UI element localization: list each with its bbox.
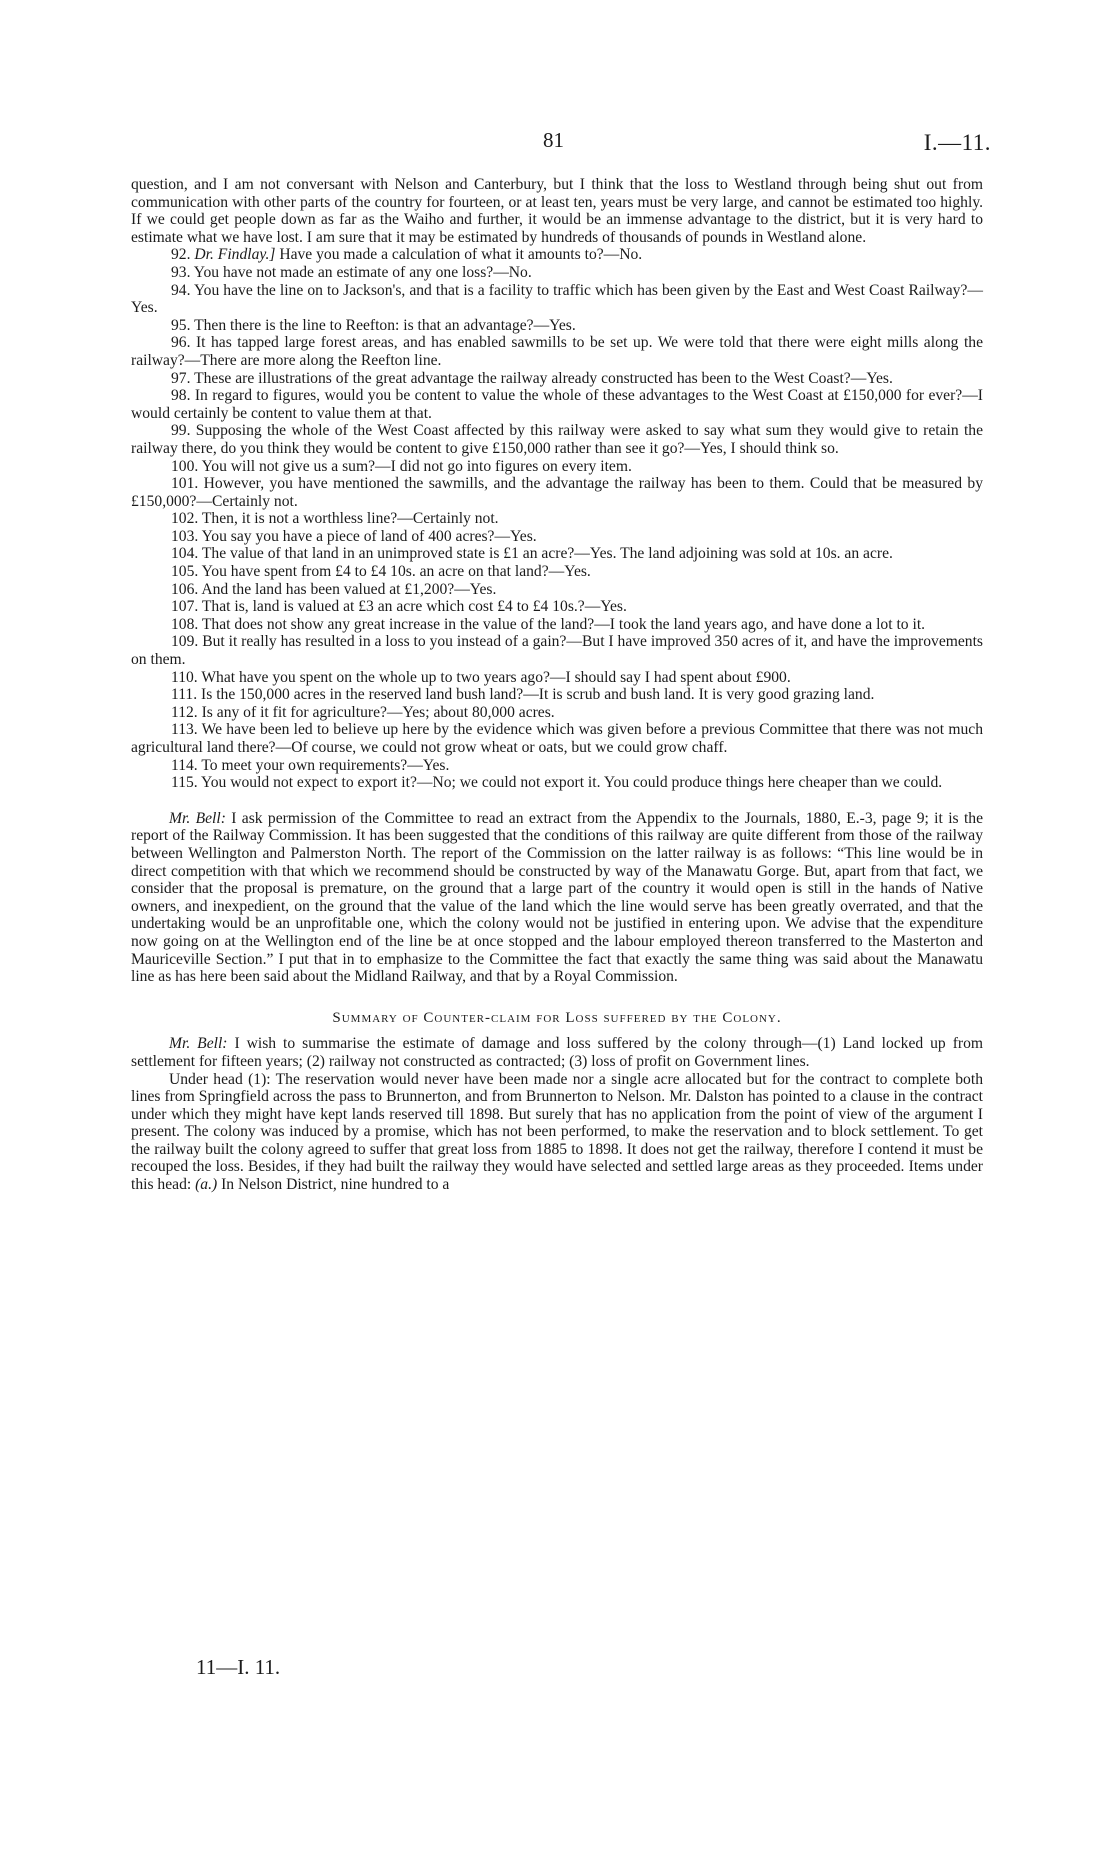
under-head-paragraph <box>131 1071 983 1194</box>
opening-paragraph: question, and I am not conversant with Nelson and Canterbury, but I think that the loss to Westland through being shut out from communication with other parts of the country for fourteen, or at least ten, years must be very large, and cannot be estimated too highly. If we could get people down as far as the Waiho and further, it would be an immense advantage to the district, but it is very hard to estimate what we have lost. I am sure that it may be estimated by hundreds of thousands of pounds in Westland alone. <box>131 176 983 246</box>
question-number: 92. <box>171 246 191 264</box>
question-106: 106. And the land has been valued at £1,200?—Yes. <box>171 580 497 598</box>
question-115: 115. You would not expect to export it?—No; we could not export it. You could produce things here cheaper than we could. <box>171 774 943 792</box>
question-113: 113. We have been led to believe up here by the evidence which was given before a previous Committee that there was not much agricultural land there?—Of course, we could not grow wheat or oats, but we could grow chaff. <box>131 721 983 756</box>
statement-text: I wish to summarise the estimate of damage and loss suffered by the colony through—(1) Land locked up from settlement for fifteen years; (2) railway not constructed as contracted; (3) loss of profit on Government lines. <box>131 1035 984 1070</box>
question-107: 107. That is, land is valued at £3 an acre which cost £4 to £4 10s.?—Yes. <box>171 598 627 616</box>
question-109: 109. But it really has resulted in a loss to you instead of a gain?—But I have improved 350 acres of it, and have the improvements on them. <box>131 633 983 669</box>
bell-statement-railway-commission <box>131 810 983 986</box>
question-94: 94. You have the line on to Jackson's, and that is a facility to traffic which has been given by the East and West Coast Railway?—Yes. <box>131 281 983 317</box>
statement-text: I ask permission of the Committee to read an extract from the Appendix to the Journals, 1880, E.-3, page 9; it is the report of the Railway Commission. It has been suggested that the conditions of this railway are quite different from those of the railway between Wellington and Palmerston North. The report of the Commission on the latter railway is as follows: “This line would be in direct competition with that which we recommend should be constructed by way of the Manawatu Gorge. But, apart from that fact, we consider that the proposal is premature, on the ground that a large part of the country it would open is still in the hands of Native owners, and inexpedient, on the ground that the value of the land which the line would serve has been greatly overrated, and that the undertaking would be an unprofitable one, which the colony would not be justified in entering upon. We advise that the expenditure now going on at the Wellington end of the line be at once stopped and the labour employed thereon transferred to the Masterton and Mauriceville Section.” I put that in to emphasize to the Committee the fact that exactly the same thing was said about the Manawatu line as has here been said about the Midland Railway, and that by a Royal Commission. <box>131 809 983 986</box>
question-text: Have you made a calculation of what it amounts to?—No. <box>279 246 643 264</box>
question-93: 93. You have not made an estimate of any one loss?—No. <box>171 263 532 281</box>
question-112: 112. Is any of it fit for agriculture?—Yes; about 80,000 acres. <box>171 703 555 721</box>
speaker-name: Mr. Bell: <box>169 1035 228 1053</box>
question-92 <box>131 246 983 264</box>
question-96: 96. It has tapped large forest areas, and has enabled sawmills to be set up. We were told that there were eight mills along the railway?—There are more along the Reefton line. <box>131 334 983 369</box>
question-101: 101. However, you have mentioned the sawmills, and the advantage the railway has been to them. Could that be measured by £150,000?—Certainly not. <box>131 475 983 510</box>
section-heading: Summary of Counter-claim for Loss suffered by the Colony. <box>332 1009 782 1026</box>
question-104: 104. The value of that land in an unimproved state is £1 an acre?—Yes. The land adjoining was sold at 10s. an acre. <box>171 545 893 563</box>
paragraph-text: Under head (1): The reservation would never have been made nor a single acre allocated but for the contract to complete both lines from Springfield across the pass to Brunnerton, and from Brunnerton to Nelson. Mr. Dalston has pointed to a clause in the contract under which they might have kept lands reserved till 1898. But surely that has no application from the point of view of the argument I present. The colony was induced by a promise, which has not been performed, to make the reservation and to block settlement. To get the railway built the colony agreed to suffer that great loss from 1885 to 1898. It does not get the railway, therefore I contend it must be recouped the loss. Besides, if they had built the railway they would have selected and settled large areas as they proceeded. Items under this head: <box>131 1070 983 1194</box>
body-text <box>131 176 983 1194</box>
speaker-name: Mr. Bell: <box>169 809 226 827</box>
question-99: 99. Supposing the whole of the West Coast affected by this railway were asked to say what sum they would give to retain the railway there, do you think they would be content to give £150,000 rather than see it go?—Yes, I should think so. <box>131 422 983 457</box>
question-97: 97. These are illustrations of the great advantage the railway already constructed has been to the West Coast?—Yes. <box>171 369 893 387</box>
bell-statement-summary <box>131 1035 983 1070</box>
question-98: 98. In regard to figures, would you be content to value the whole of these advantages to the West Coast at £150,000 for ever?—I would certainly be content to value them at that. <box>131 387 983 422</box>
document-reference: I.—11. <box>923 130 991 155</box>
question-103: 103. You say you have a piece of land of 400 acres?—Yes. <box>171 527 537 545</box>
page-number: 81 <box>543 128 564 152</box>
page-header <box>0 128 1114 158</box>
question-114: 114. To meet your own requirements?—Yes. <box>171 756 450 774</box>
question-111: 111. Is the 150,000 acres in the reserved land bush land?—It is scrub and bush land. It is very good grazing land. <box>171 686 875 704</box>
speaker-name: Dr. Findlay.] <box>194 246 276 264</box>
question-100: 100. You will not give us a sum?—I did not go into figures on every item. <box>171 457 632 475</box>
page-footer-signature: 11—I. 11. <box>196 1655 281 1679</box>
question-102: 102. Then, it is not a worthless line?—Certainly not. <box>171 510 499 528</box>
question-108: 108. That does not show any great increase in the value of the land?—I took the land years ago, and have done a lot to it. <box>171 615 926 633</box>
question-105: 105. You have spent from £4 to £4 10s. an acre on that land?—Yes. <box>171 563 591 581</box>
question-95: 95. Then there is the line to Reefton: is that an advantage?—Yes. <box>171 316 576 334</box>
paragraph-tail: In Nelson District, nine hundred to a <box>221 1176 450 1194</box>
item-label: (a.) <box>195 1176 218 1194</box>
question-110: 110. What have you spent on the whole up to two years ago?—I should say I had spent about £900. <box>171 668 791 686</box>
